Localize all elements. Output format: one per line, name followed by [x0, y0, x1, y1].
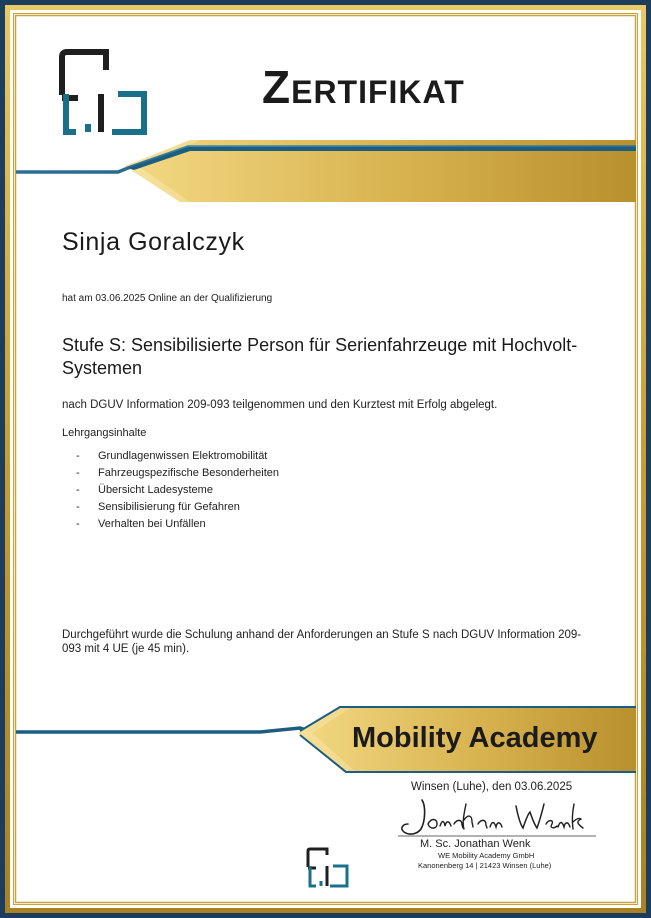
conducted-text: Durchgeführt wurde die Schulung anhand der Anforderungen an Stufe S nach DGUV Information 209-093 mit 4 UE (je 45 min). — [62, 629, 582, 655]
list-item — [76, 499, 279, 516]
list-item-label: Übersicht Ladesysteme — [98, 484, 213, 496]
list-bullet: - — [76, 450, 80, 462]
result-text: nach DGUV Information 209-093 teilgenommen und den Kurztest mit Erfolg abgelegt. — [62, 399, 498, 411]
organization-address: Kanonenberg 14 | 21423 Winsen (Luhe) — [418, 861, 552, 870]
list-bullet: - — [76, 501, 80, 513]
list-bullet: - — [76, 484, 80, 496]
list-item — [76, 448, 279, 465]
list-item — [76, 516, 279, 533]
contents-list — [76, 448, 279, 533]
signer-name: M. Sc. Jonathan Wenk — [420, 838, 531, 850]
handwritten-signature — [392, 796, 592, 840]
participant-name: Sinja Goralczyk — [62, 228, 245, 256]
list-item-label: Grundlagenwissen Elektromobilität — [98, 450, 268, 462]
organization-name: WE Mobility Academy GmbH — [438, 851, 535, 860]
contents-heading: Lehrgangsinhalte — [62, 427, 147, 439]
list-item — [76, 465, 279, 482]
list-item-label: Verhalten bei Unfällen — [98, 518, 206, 530]
place-date: Winsen (Luhe), den 03.06.2025 — [411, 781, 573, 793]
course-title: Stufe S: Sensibilisierte Person für Serienfahrzeuge mit Hochvolt-Systemen — [62, 335, 578, 378]
list-item — [76, 482, 279, 499]
list-item-label: Sensibilisierung für Gefahren — [98, 501, 240, 513]
intro-text: hat am 03.06.2025 Online an der Qualifizierung — [62, 293, 273, 304]
brand-name: Mobility Academy — [352, 722, 598, 754]
certificate-title: Zertifikat — [262, 61, 465, 113]
list-item-label: Fahrzeugspezifische Besonderheiten — [98, 467, 280, 479]
list-bullet: - — [76, 467, 80, 479]
list-bullet: - — [76, 518, 80, 530]
